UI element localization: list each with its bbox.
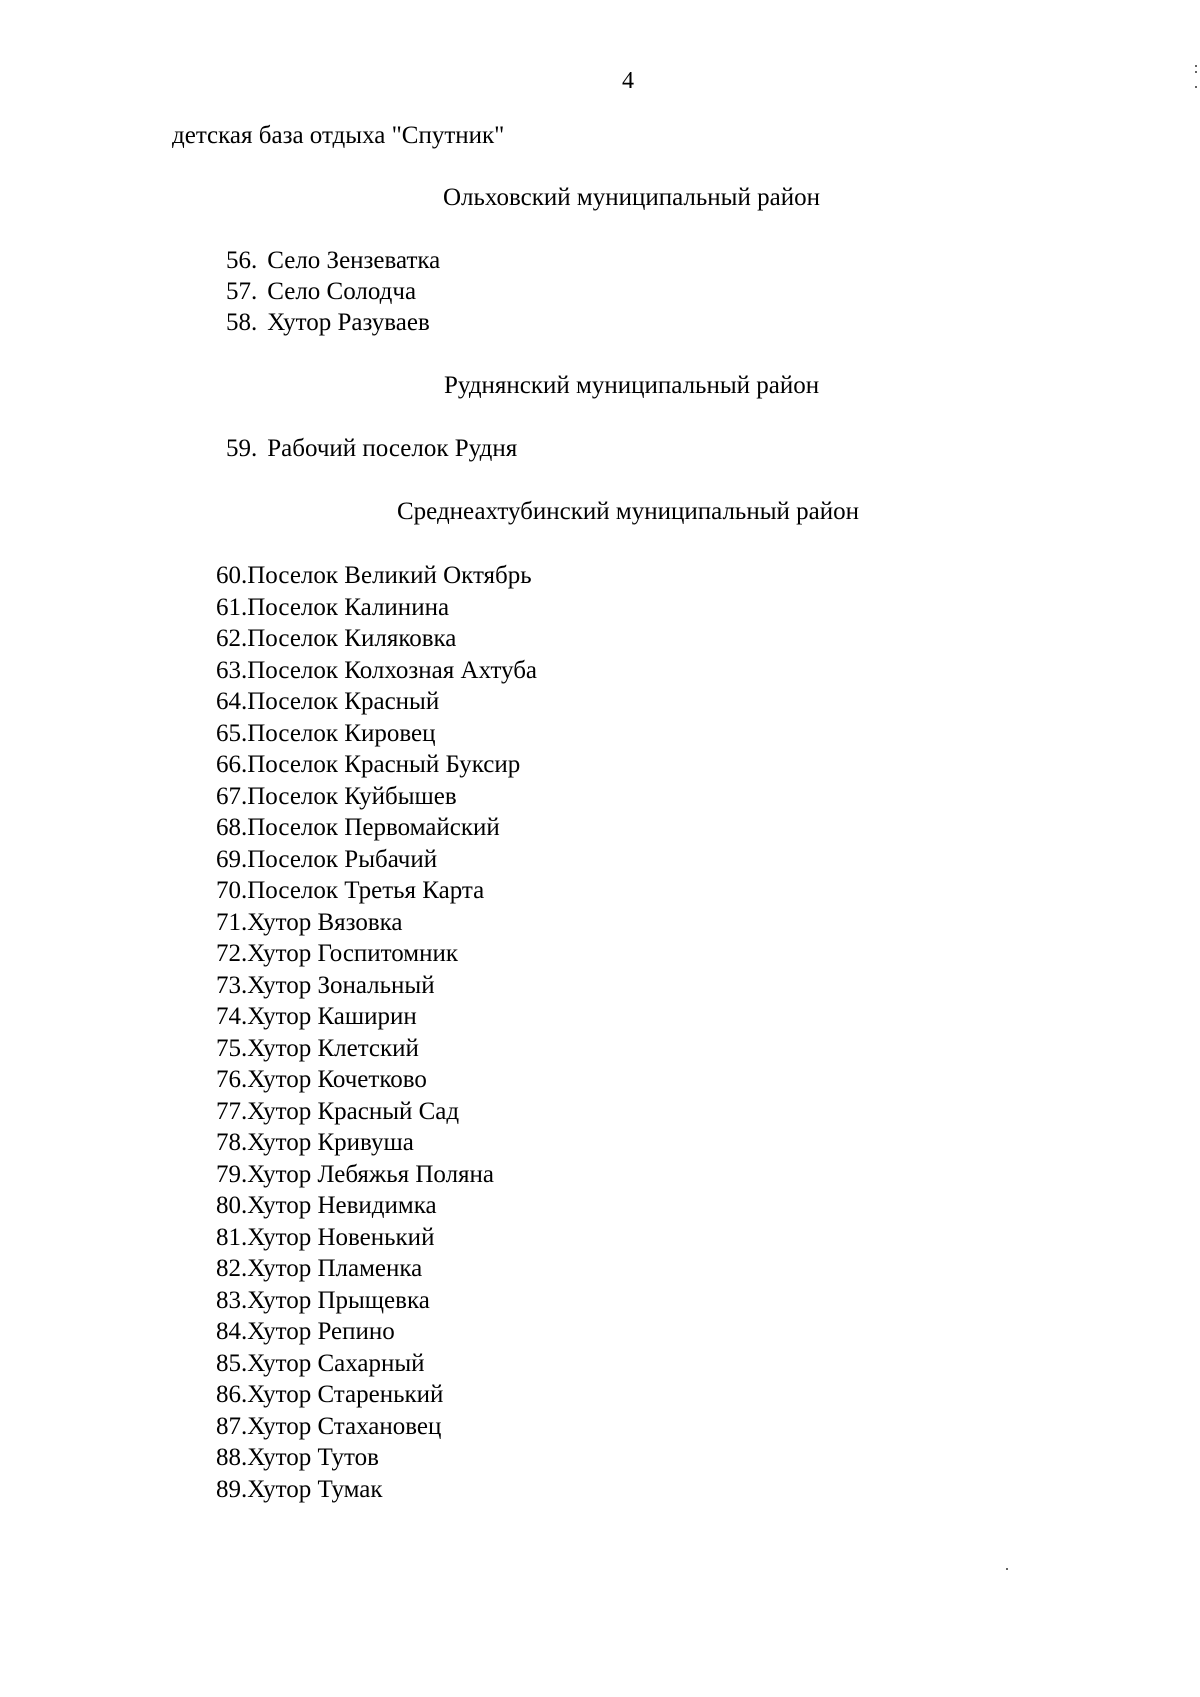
list-item: 75.Хутор Клетский xyxy=(216,1034,419,1062)
list-item: 89.Хутор Тумак xyxy=(216,1475,383,1503)
list-item: 60.Поселок Великий Октябрь xyxy=(216,562,532,589)
list-item: 65.Поселок Кировец xyxy=(216,719,436,747)
list-item: 72.Хутор Госпитомник xyxy=(216,940,459,967)
item-number: 56. xyxy=(226,247,258,274)
list-item xyxy=(226,307,440,338)
list-item: 70.Поселок Третья Карта xyxy=(216,877,485,904)
list-item: 66.Поселок Красный Буксир xyxy=(216,751,521,778)
page-number: 4 xyxy=(622,68,634,94)
list-item: 68.Поселок Первомайский xyxy=(216,814,500,841)
list-item: 80.Хутор Невидимка xyxy=(216,1192,437,1219)
list-item: 82.Хутор Пламенка xyxy=(216,1255,423,1282)
list-item: 88.Хутор Тутов xyxy=(216,1444,379,1471)
scan-speck xyxy=(1195,86,1197,88)
scan-speck xyxy=(1195,71,1197,73)
item-name: Хутор Разуваев xyxy=(267,309,430,336)
continuation-line: детская база отдыха "Спутник" xyxy=(172,122,505,149)
list-item: 63.Поселок Колхозная Ахтуба xyxy=(216,656,538,684)
list-item: 81.Хутор Новенький xyxy=(216,1223,435,1251)
item-number: 59. xyxy=(226,435,258,462)
item-name: Село Зензеватка xyxy=(267,247,441,274)
item-name: Село Солодча xyxy=(267,278,417,305)
list-item: 86.Хутор Старенький xyxy=(216,1381,444,1408)
list-item: 73.Хутор Зональный xyxy=(216,971,435,999)
list-item: 84.Хутор Репино xyxy=(216,1318,395,1345)
list-item: 62.Поселок Киляковка xyxy=(216,625,457,652)
settlement-list-sredneakhtubinsky xyxy=(216,560,537,1505)
list-item xyxy=(226,433,517,464)
item-number: 58. xyxy=(226,309,258,336)
item-name: Рабочий поселок Рудня xyxy=(267,435,518,462)
section-heading-rudnyansky: Руднянский муниципальный район xyxy=(444,372,820,399)
list-item: 76.Хутор Кочетково xyxy=(216,1066,427,1093)
item-number: 57. xyxy=(226,278,258,305)
list-item: 85.Хутор Сахарный xyxy=(216,1349,425,1377)
list-item: 83.Хутор Прыщевка xyxy=(216,1286,430,1314)
list-item xyxy=(226,245,440,276)
settlement-list-olkhovsky xyxy=(226,245,440,338)
list-item: 71.Хутор Вязовка xyxy=(216,908,403,936)
list-item: 77.Хутор Красный Сад xyxy=(216,1097,460,1125)
list-item: 79.Хутор Лебяжья Поляна xyxy=(216,1160,495,1188)
list-item: 64.Поселок Красный xyxy=(216,688,440,715)
list-item: 74.Хутор Каширин xyxy=(216,1003,417,1030)
scan-speck xyxy=(1006,1568,1008,1570)
settlement-list-rudnyansky xyxy=(226,433,517,464)
section-heading-sredneakhtubinsky: Среднеахтубинский муниципальный район xyxy=(397,498,859,525)
scan-speck xyxy=(1195,65,1197,67)
list-item: 61.Поселок Калинина xyxy=(216,593,450,621)
list-item xyxy=(226,276,440,307)
list-item: 67.Поселок Куйбышев xyxy=(216,782,457,810)
list-item: 69.Поселок Рыбачий xyxy=(216,845,438,873)
section-heading-olkhovsky: Ольховский муниципальный район xyxy=(443,184,820,211)
list-item: 87.Хутор Стахановец xyxy=(216,1412,442,1440)
list-item: 78.Хутор Кривуша xyxy=(216,1129,414,1156)
